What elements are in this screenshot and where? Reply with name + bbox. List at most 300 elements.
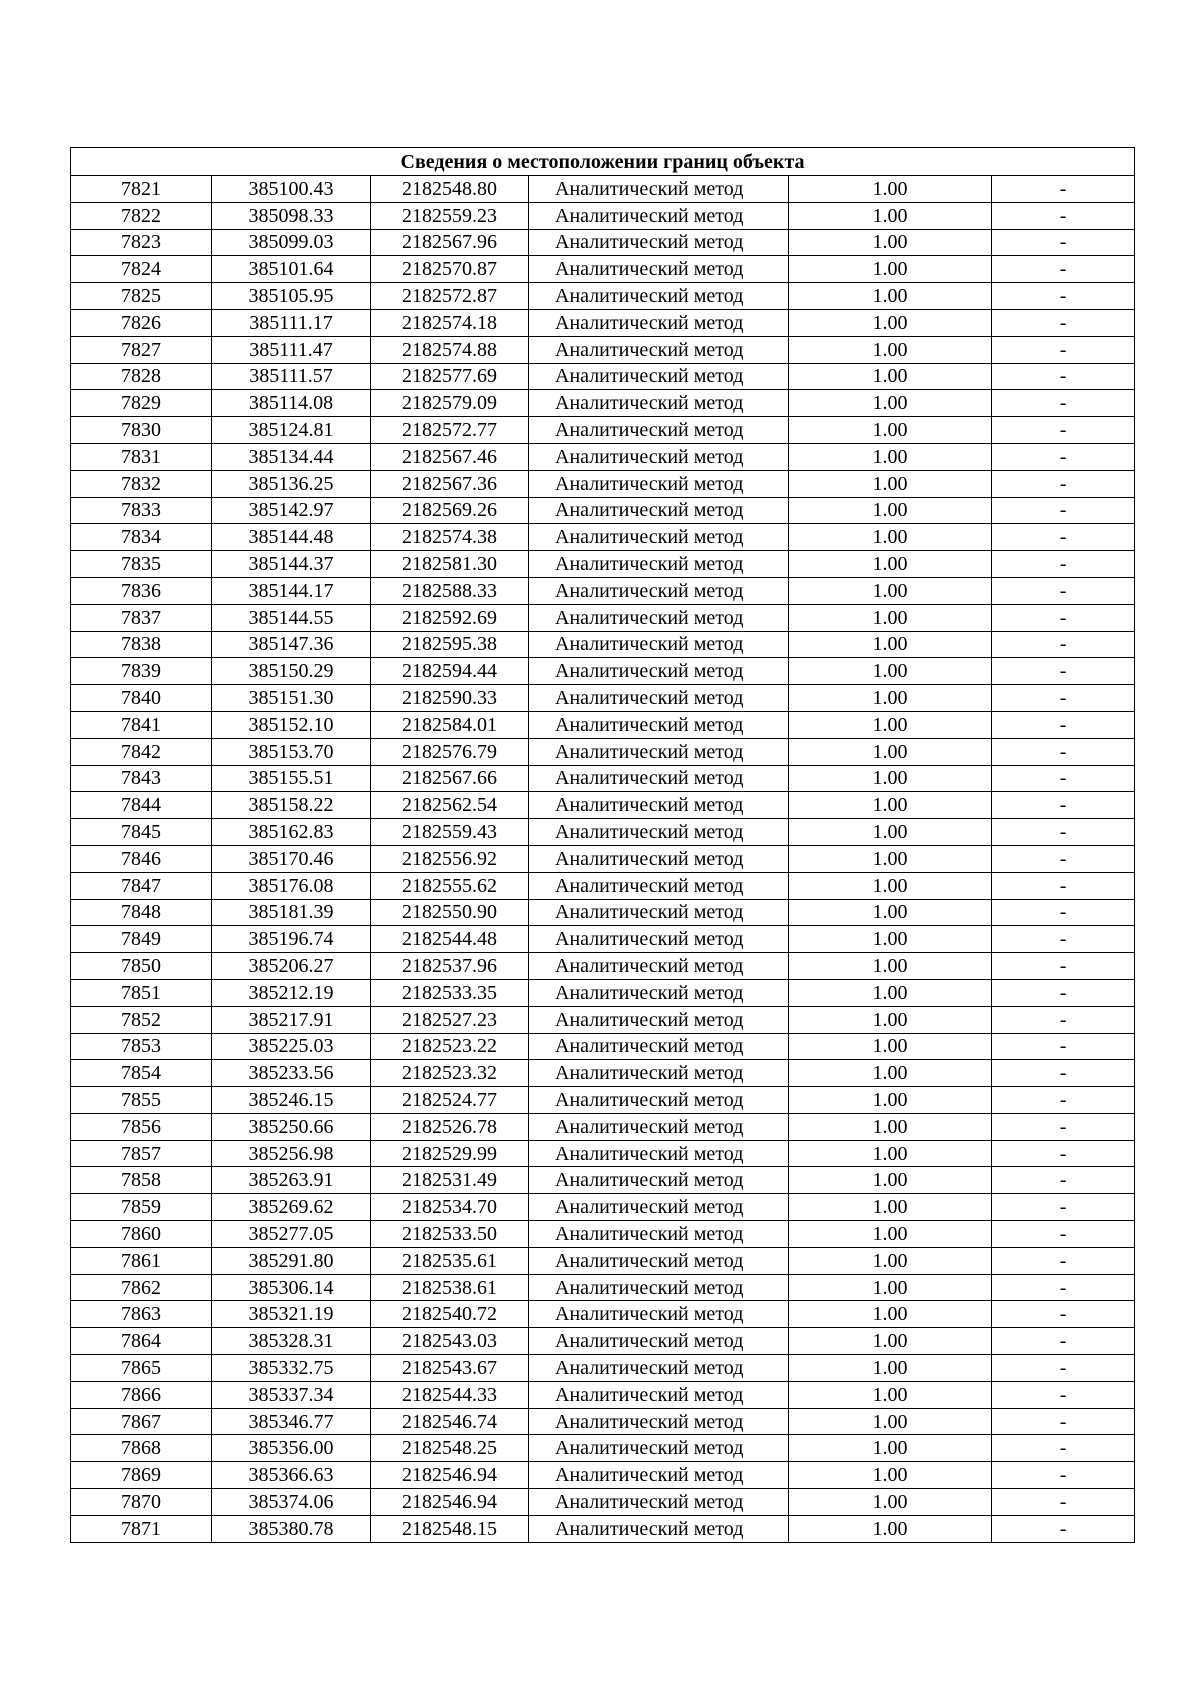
description-cell: - bbox=[992, 1408, 1135, 1435]
method-cell: Аналитический метод bbox=[529, 551, 789, 578]
method-cell: Аналитический метод bbox=[529, 738, 789, 765]
x-coordinate-cell: 385136.25 bbox=[212, 470, 371, 497]
method-cell: Аналитический метод bbox=[529, 1301, 789, 1328]
point-number-cell: 7829 bbox=[71, 390, 212, 417]
accuracy-cell: 1.00 bbox=[789, 1194, 992, 1221]
point-number-cell: 7854 bbox=[71, 1060, 212, 1087]
x-coordinate-cell: 385155.51 bbox=[212, 765, 371, 792]
description-cell: - bbox=[992, 899, 1135, 926]
point-number-cell: 7852 bbox=[71, 1006, 212, 1033]
method-cell: Аналитический метод bbox=[529, 926, 789, 953]
description-cell: - bbox=[992, 872, 1135, 899]
method-cell: Аналитический метод bbox=[529, 1274, 789, 1301]
table-row bbox=[71, 1033, 1135, 1060]
table-title: Сведения о местоположении границ объекта bbox=[71, 148, 1135, 176]
point-number-cell: 7851 bbox=[71, 979, 212, 1006]
x-coordinate-cell: 385277.05 bbox=[212, 1221, 371, 1248]
x-coordinate-cell: 385100.43 bbox=[212, 176, 371, 203]
table-row bbox=[71, 363, 1135, 390]
method-cell: Аналитический метод bbox=[529, 1194, 789, 1221]
point-number-cell: 7836 bbox=[71, 577, 212, 604]
table-row bbox=[71, 765, 1135, 792]
point-number-cell: 7827 bbox=[71, 336, 212, 363]
method-cell: Аналитический метод bbox=[529, 953, 789, 980]
point-number-cell: 7863 bbox=[71, 1301, 212, 1328]
description-cell: - bbox=[992, 1247, 1135, 1274]
description-cell: - bbox=[992, 738, 1135, 765]
point-number-cell: 7859 bbox=[71, 1194, 212, 1221]
method-cell: Аналитический метод bbox=[529, 1408, 789, 1435]
method-cell: Аналитический метод bbox=[529, 658, 789, 685]
y-coordinate-cell: 2182567.46 bbox=[371, 443, 529, 470]
x-coordinate-cell: 385225.03 bbox=[212, 1033, 371, 1060]
method-cell: Аналитический метод bbox=[529, 1247, 789, 1274]
table-row bbox=[71, 631, 1135, 658]
method-cell: Аналитический метод bbox=[529, 604, 789, 631]
accuracy-cell: 1.00 bbox=[789, 765, 992, 792]
table-row bbox=[71, 497, 1135, 524]
accuracy-cell: 1.00 bbox=[789, 872, 992, 899]
table-row bbox=[71, 658, 1135, 685]
method-cell: Аналитический метод bbox=[529, 711, 789, 738]
y-coordinate-cell: 2182548.15 bbox=[371, 1515, 529, 1542]
y-coordinate-cell: 2182570.87 bbox=[371, 256, 529, 283]
method-cell: Аналитический метод bbox=[529, 176, 789, 203]
description-cell: - bbox=[992, 470, 1135, 497]
x-coordinate-cell: 385153.70 bbox=[212, 738, 371, 765]
point-number-cell: 7837 bbox=[71, 604, 212, 631]
description-cell: - bbox=[992, 551, 1135, 578]
description-cell: - bbox=[992, 363, 1135, 390]
accuracy-cell: 1.00 bbox=[789, 1247, 992, 1274]
point-number-cell: 7857 bbox=[71, 1140, 212, 1167]
table-row bbox=[71, 229, 1135, 256]
y-coordinate-cell: 2182546.94 bbox=[371, 1489, 529, 1516]
accuracy-cell: 1.00 bbox=[789, 176, 992, 203]
table-row bbox=[71, 417, 1135, 444]
table-row bbox=[71, 1489, 1135, 1516]
point-number-cell: 7838 bbox=[71, 631, 212, 658]
accuracy-cell: 1.00 bbox=[789, 417, 992, 444]
accuracy-cell: 1.00 bbox=[789, 1355, 992, 1382]
method-cell: Аналитический метод bbox=[529, 470, 789, 497]
y-coordinate-cell: 2182595.38 bbox=[371, 631, 529, 658]
y-coordinate-cell: 2182546.74 bbox=[371, 1408, 529, 1435]
accuracy-cell: 1.00 bbox=[789, 229, 992, 256]
point-number-cell: 7823 bbox=[71, 229, 212, 256]
table-row bbox=[71, 1060, 1135, 1087]
y-coordinate-cell: 2182590.33 bbox=[371, 685, 529, 712]
accuracy-cell: 1.00 bbox=[789, 363, 992, 390]
method-cell: Аналитический метод bbox=[529, 1006, 789, 1033]
description-cell: - bbox=[992, 926, 1135, 953]
accuracy-cell: 1.00 bbox=[789, 899, 992, 926]
method-cell: Аналитический метод bbox=[529, 497, 789, 524]
accuracy-cell: 1.00 bbox=[789, 1274, 992, 1301]
table-row bbox=[71, 1113, 1135, 1140]
y-coordinate-cell: 2182581.30 bbox=[371, 551, 529, 578]
description-cell: - bbox=[992, 979, 1135, 1006]
x-coordinate-cell: 385291.80 bbox=[212, 1247, 371, 1274]
method-cell: Аналитический метод bbox=[529, 1087, 789, 1114]
boundary-table bbox=[70, 147, 1135, 1543]
y-coordinate-cell: 2182579.09 bbox=[371, 390, 529, 417]
point-number-cell: 7858 bbox=[71, 1167, 212, 1194]
y-coordinate-cell: 2182567.66 bbox=[371, 765, 529, 792]
table-row bbox=[71, 926, 1135, 953]
accuracy-cell: 1.00 bbox=[789, 1140, 992, 1167]
x-coordinate-cell: 385098.33 bbox=[212, 202, 371, 229]
point-number-cell: 7856 bbox=[71, 1113, 212, 1140]
accuracy-cell: 1.00 bbox=[789, 604, 992, 631]
point-number-cell: 7830 bbox=[71, 417, 212, 444]
table-row bbox=[71, 1328, 1135, 1355]
accuracy-cell: 1.00 bbox=[789, 524, 992, 551]
x-coordinate-cell: 385152.10 bbox=[212, 711, 371, 738]
method-cell: Аналитический метод bbox=[529, 1167, 789, 1194]
method-cell: Аналитический метод bbox=[529, 685, 789, 712]
y-coordinate-cell: 2182572.87 bbox=[371, 283, 529, 310]
description-cell: - bbox=[992, 202, 1135, 229]
table-row bbox=[71, 792, 1135, 819]
point-number-cell: 7841 bbox=[71, 711, 212, 738]
point-number-cell: 7832 bbox=[71, 470, 212, 497]
table-row bbox=[71, 738, 1135, 765]
method-cell: Аналитический метод bbox=[529, 443, 789, 470]
x-coordinate-cell: 385380.78 bbox=[212, 1515, 371, 1542]
table-row bbox=[71, 256, 1135, 283]
table-row bbox=[71, 1515, 1135, 1542]
accuracy-cell: 1.00 bbox=[789, 685, 992, 712]
accuracy-cell: 1.00 bbox=[789, 1515, 992, 1542]
description-cell: - bbox=[992, 1006, 1135, 1033]
accuracy-cell: 1.00 bbox=[789, 738, 992, 765]
description-cell: - bbox=[992, 845, 1135, 872]
table-row bbox=[71, 1194, 1135, 1221]
x-coordinate-cell: 385105.95 bbox=[212, 283, 371, 310]
point-number-cell: 7871 bbox=[71, 1515, 212, 1542]
x-coordinate-cell: 385176.08 bbox=[212, 872, 371, 899]
description-cell: - bbox=[992, 1194, 1135, 1221]
method-cell: Аналитический метод bbox=[529, 577, 789, 604]
y-coordinate-cell: 2182537.96 bbox=[371, 953, 529, 980]
x-coordinate-cell: 385150.29 bbox=[212, 658, 371, 685]
y-coordinate-cell: 2182523.32 bbox=[371, 1060, 529, 1087]
method-cell: Аналитический метод bbox=[529, 845, 789, 872]
table-row bbox=[71, 819, 1135, 846]
description-cell: - bbox=[992, 1221, 1135, 1248]
x-coordinate-cell: 385206.27 bbox=[212, 953, 371, 980]
description-cell: - bbox=[992, 176, 1135, 203]
table-row bbox=[71, 1140, 1135, 1167]
y-coordinate-cell: 2182574.88 bbox=[371, 336, 529, 363]
method-cell: Аналитический метод bbox=[529, 283, 789, 310]
method-cell: Аналитический метод bbox=[529, 1060, 789, 1087]
point-number-cell: 7821 bbox=[71, 176, 212, 203]
table-row bbox=[71, 309, 1135, 336]
method-cell: Аналитический метод bbox=[529, 336, 789, 363]
y-coordinate-cell: 2182550.90 bbox=[371, 899, 529, 926]
table-row bbox=[71, 953, 1135, 980]
point-number-cell: 7822 bbox=[71, 202, 212, 229]
description-cell: - bbox=[992, 1274, 1135, 1301]
method-cell: Аналитический метод bbox=[529, 631, 789, 658]
x-coordinate-cell: 385144.48 bbox=[212, 524, 371, 551]
x-coordinate-cell: 385306.14 bbox=[212, 1274, 371, 1301]
x-coordinate-cell: 385111.57 bbox=[212, 363, 371, 390]
table-title-row bbox=[71, 148, 1135, 176]
description-cell: - bbox=[992, 1462, 1135, 1489]
y-coordinate-cell: 2182574.38 bbox=[371, 524, 529, 551]
method-cell: Аналитический метод bbox=[529, 1221, 789, 1248]
accuracy-cell: 1.00 bbox=[789, 711, 992, 738]
y-coordinate-cell: 2182556.92 bbox=[371, 845, 529, 872]
point-number-cell: 7866 bbox=[71, 1381, 212, 1408]
method-cell: Аналитический метод bbox=[529, 1328, 789, 1355]
y-coordinate-cell: 2182523.22 bbox=[371, 1033, 529, 1060]
method-cell: Аналитический метод bbox=[529, 1381, 789, 1408]
table-row bbox=[71, 1006, 1135, 1033]
x-coordinate-cell: 385147.36 bbox=[212, 631, 371, 658]
x-coordinate-cell: 385099.03 bbox=[212, 229, 371, 256]
accuracy-cell: 1.00 bbox=[789, 1381, 992, 1408]
accuracy-cell: 1.00 bbox=[789, 1301, 992, 1328]
accuracy-cell: 1.00 bbox=[789, 1328, 992, 1355]
description-cell: - bbox=[992, 1489, 1135, 1516]
description-cell: - bbox=[992, 390, 1135, 417]
table-row bbox=[71, 176, 1135, 203]
description-cell: - bbox=[992, 1087, 1135, 1114]
point-number-cell: 7849 bbox=[71, 926, 212, 953]
table-row bbox=[71, 283, 1135, 310]
y-coordinate-cell: 2182569.26 bbox=[371, 497, 529, 524]
table-row bbox=[71, 872, 1135, 899]
x-coordinate-cell: 385144.37 bbox=[212, 551, 371, 578]
point-number-cell: 7848 bbox=[71, 899, 212, 926]
description-cell: - bbox=[992, 256, 1135, 283]
description-cell: - bbox=[992, 1167, 1135, 1194]
y-coordinate-cell: 2182526.78 bbox=[371, 1113, 529, 1140]
description-cell: - bbox=[992, 1328, 1135, 1355]
accuracy-cell: 1.00 bbox=[789, 658, 992, 685]
y-coordinate-cell: 2182559.43 bbox=[371, 819, 529, 846]
description-cell: - bbox=[992, 953, 1135, 980]
x-coordinate-cell: 385111.47 bbox=[212, 336, 371, 363]
y-coordinate-cell: 2182540.72 bbox=[371, 1301, 529, 1328]
accuracy-cell: 1.00 bbox=[789, 470, 992, 497]
method-cell: Аналитический метод bbox=[529, 1489, 789, 1516]
x-coordinate-cell: 385269.62 bbox=[212, 1194, 371, 1221]
point-number-cell: 7843 bbox=[71, 765, 212, 792]
accuracy-cell: 1.00 bbox=[789, 443, 992, 470]
accuracy-cell: 1.00 bbox=[789, 792, 992, 819]
table-row bbox=[71, 202, 1135, 229]
point-number-cell: 7869 bbox=[71, 1462, 212, 1489]
accuracy-cell: 1.00 bbox=[789, 309, 992, 336]
point-number-cell: 7847 bbox=[71, 872, 212, 899]
y-coordinate-cell: 2182534.70 bbox=[371, 1194, 529, 1221]
y-coordinate-cell: 2182535.61 bbox=[371, 1247, 529, 1274]
accuracy-cell: 1.00 bbox=[789, 953, 992, 980]
y-coordinate-cell: 2182584.01 bbox=[371, 711, 529, 738]
x-coordinate-cell: 385250.66 bbox=[212, 1113, 371, 1140]
description-cell: - bbox=[992, 524, 1135, 551]
description-cell: - bbox=[992, 443, 1135, 470]
accuracy-cell: 1.00 bbox=[789, 1167, 992, 1194]
description-cell: - bbox=[992, 1301, 1135, 1328]
x-coordinate-cell: 385142.97 bbox=[212, 497, 371, 524]
x-coordinate-cell: 385144.17 bbox=[212, 577, 371, 604]
method-cell: Аналитический метод bbox=[529, 819, 789, 846]
y-coordinate-cell: 2182567.36 bbox=[371, 470, 529, 497]
table-row bbox=[71, 685, 1135, 712]
method-cell: Аналитический метод bbox=[529, 792, 789, 819]
point-number-cell: 7861 bbox=[71, 1247, 212, 1274]
table-row bbox=[71, 1167, 1135, 1194]
accuracy-cell: 1.00 bbox=[789, 283, 992, 310]
point-number-cell: 7834 bbox=[71, 524, 212, 551]
x-coordinate-cell: 385263.91 bbox=[212, 1167, 371, 1194]
point-number-cell: 7844 bbox=[71, 792, 212, 819]
x-coordinate-cell: 385170.46 bbox=[212, 845, 371, 872]
x-coordinate-cell: 385162.83 bbox=[212, 819, 371, 846]
description-cell: - bbox=[992, 604, 1135, 631]
y-coordinate-cell: 2182588.33 bbox=[371, 577, 529, 604]
accuracy-cell: 1.00 bbox=[789, 631, 992, 658]
x-coordinate-cell: 385134.44 bbox=[212, 443, 371, 470]
table-row bbox=[71, 390, 1135, 417]
y-coordinate-cell: 2182548.25 bbox=[371, 1435, 529, 1462]
point-number-cell: 7825 bbox=[71, 283, 212, 310]
accuracy-cell: 1.00 bbox=[789, 1113, 992, 1140]
description-cell: - bbox=[992, 1140, 1135, 1167]
method-cell: Аналитический метод bbox=[529, 899, 789, 926]
x-coordinate-cell: 385366.63 bbox=[212, 1462, 371, 1489]
accuracy-cell: 1.00 bbox=[789, 1462, 992, 1489]
description-cell: - bbox=[992, 1435, 1135, 1462]
point-number-cell: 7840 bbox=[71, 685, 212, 712]
y-coordinate-cell: 2182531.49 bbox=[371, 1167, 529, 1194]
accuracy-cell: 1.00 bbox=[789, 1408, 992, 1435]
x-coordinate-cell: 385158.22 bbox=[212, 792, 371, 819]
y-coordinate-cell: 2182533.50 bbox=[371, 1221, 529, 1248]
y-coordinate-cell: 2182562.54 bbox=[371, 792, 529, 819]
accuracy-cell: 1.00 bbox=[789, 819, 992, 846]
method-cell: Аналитический метод bbox=[529, 1462, 789, 1489]
y-coordinate-cell: 2182544.33 bbox=[371, 1381, 529, 1408]
x-coordinate-cell: 385101.64 bbox=[212, 256, 371, 283]
point-number-cell: 7845 bbox=[71, 819, 212, 846]
table-row bbox=[71, 336, 1135, 363]
accuracy-cell: 1.00 bbox=[789, 202, 992, 229]
y-coordinate-cell: 2182594.44 bbox=[371, 658, 529, 685]
description-cell: - bbox=[992, 792, 1135, 819]
description-cell: - bbox=[992, 1113, 1135, 1140]
point-number-cell: 7824 bbox=[71, 256, 212, 283]
accuracy-cell: 1.00 bbox=[789, 551, 992, 578]
x-coordinate-cell: 385181.39 bbox=[212, 899, 371, 926]
x-coordinate-cell: 385151.30 bbox=[212, 685, 371, 712]
accuracy-cell: 1.00 bbox=[789, 1435, 992, 1462]
method-cell: Аналитический метод bbox=[529, 1033, 789, 1060]
accuracy-cell: 1.00 bbox=[789, 497, 992, 524]
accuracy-cell: 1.00 bbox=[789, 845, 992, 872]
table-row bbox=[71, 1274, 1135, 1301]
method-cell: Аналитический метод bbox=[529, 390, 789, 417]
table-row bbox=[71, 1355, 1135, 1382]
point-number-cell: 7833 bbox=[71, 497, 212, 524]
method-cell: Аналитический метод bbox=[529, 202, 789, 229]
description-cell: - bbox=[992, 1381, 1135, 1408]
accuracy-cell: 1.00 bbox=[789, 390, 992, 417]
method-cell: Аналитический метод bbox=[529, 363, 789, 390]
accuracy-cell: 1.00 bbox=[789, 1221, 992, 1248]
point-number-cell: 7867 bbox=[71, 1408, 212, 1435]
point-number-cell: 7831 bbox=[71, 443, 212, 470]
method-cell: Аналитический метод bbox=[529, 1515, 789, 1542]
table-row bbox=[71, 1408, 1135, 1435]
table-row bbox=[71, 1087, 1135, 1114]
table-row bbox=[71, 470, 1135, 497]
table-row bbox=[71, 524, 1135, 551]
method-cell: Аналитический метод bbox=[529, 979, 789, 1006]
point-number-cell: 7855 bbox=[71, 1087, 212, 1114]
table-body bbox=[71, 176, 1135, 1543]
y-coordinate-cell: 2182543.67 bbox=[371, 1355, 529, 1382]
table-row bbox=[71, 1435, 1135, 1462]
x-coordinate-cell: 385111.17 bbox=[212, 309, 371, 336]
method-cell: Аналитический метод bbox=[529, 1113, 789, 1140]
table-row bbox=[71, 711, 1135, 738]
description-cell: - bbox=[992, 1033, 1135, 1060]
x-coordinate-cell: 385337.34 bbox=[212, 1381, 371, 1408]
y-coordinate-cell: 2182572.77 bbox=[371, 417, 529, 444]
x-coordinate-cell: 385374.06 bbox=[212, 1489, 371, 1516]
accuracy-cell: 1.00 bbox=[789, 1060, 992, 1087]
x-coordinate-cell: 385124.81 bbox=[212, 417, 371, 444]
table-row bbox=[71, 1221, 1135, 1248]
table-row bbox=[71, 604, 1135, 631]
method-cell: Аналитический метод bbox=[529, 1140, 789, 1167]
y-coordinate-cell: 2182555.62 bbox=[371, 872, 529, 899]
y-coordinate-cell: 2182527.23 bbox=[371, 1006, 529, 1033]
description-cell: - bbox=[992, 631, 1135, 658]
point-number-cell: 7870 bbox=[71, 1489, 212, 1516]
x-coordinate-cell: 385256.98 bbox=[212, 1140, 371, 1167]
description-cell: - bbox=[992, 309, 1135, 336]
y-coordinate-cell: 2182524.77 bbox=[371, 1087, 529, 1114]
y-coordinate-cell: 2182538.61 bbox=[371, 1274, 529, 1301]
accuracy-cell: 1.00 bbox=[789, 336, 992, 363]
method-cell: Аналитический метод bbox=[529, 256, 789, 283]
y-coordinate-cell: 2182548.80 bbox=[371, 176, 529, 203]
y-coordinate-cell: 2182529.99 bbox=[371, 1140, 529, 1167]
point-number-cell: 7850 bbox=[71, 953, 212, 980]
table-row bbox=[71, 577, 1135, 604]
description-cell: - bbox=[992, 229, 1135, 256]
x-coordinate-cell: 385233.56 bbox=[212, 1060, 371, 1087]
description-cell: - bbox=[992, 765, 1135, 792]
x-coordinate-cell: 385246.15 bbox=[212, 1087, 371, 1114]
accuracy-cell: 1.00 bbox=[789, 256, 992, 283]
accuracy-cell: 1.00 bbox=[789, 979, 992, 1006]
x-coordinate-cell: 385212.19 bbox=[212, 979, 371, 1006]
y-coordinate-cell: 2182544.48 bbox=[371, 926, 529, 953]
description-cell: - bbox=[992, 1060, 1135, 1087]
description-cell: - bbox=[992, 711, 1135, 738]
y-coordinate-cell: 2182574.18 bbox=[371, 309, 529, 336]
y-coordinate-cell: 2182546.94 bbox=[371, 1462, 529, 1489]
